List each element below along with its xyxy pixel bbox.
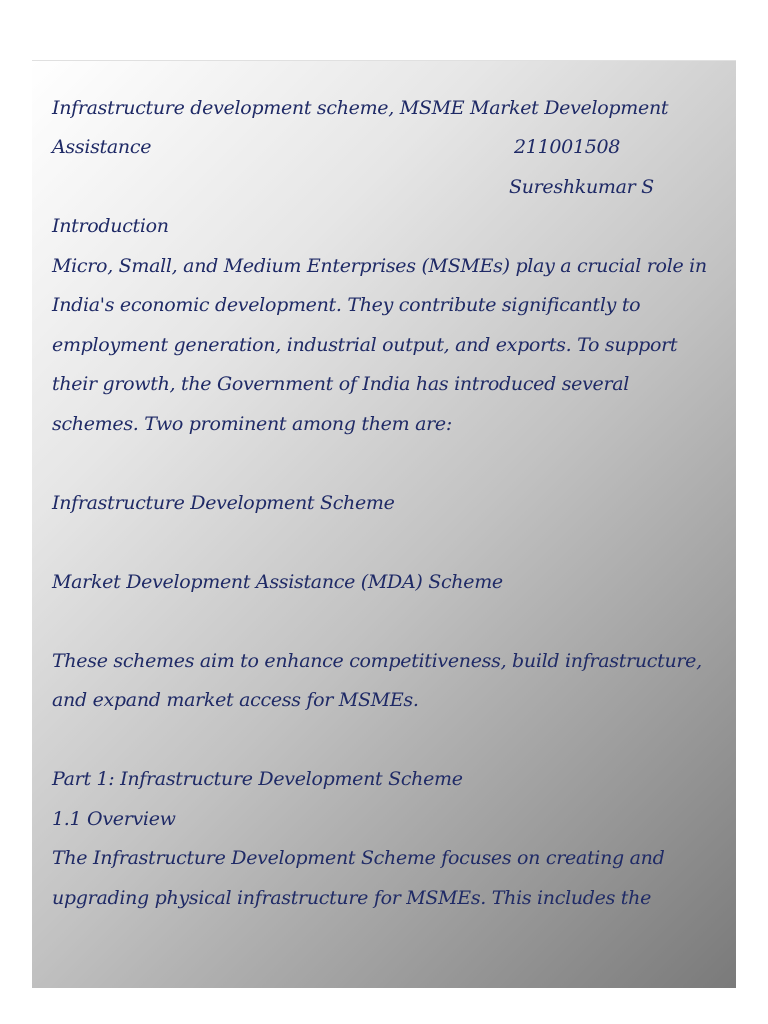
student-id: 211001508: [514, 136, 621, 158]
overview-heading: 1.1 Overview: [52, 808, 176, 830]
intro-line: employment generation, industrial output, and exports. To support: [52, 334, 678, 356]
intro-heading: Introduction: [52, 215, 169, 237]
overview-line: upgrading physical infrastructure for MSMEs. This includes the: [52, 887, 652, 909]
part1-heading: Part 1: Infrastructure Development Scheme: [52, 768, 463, 790]
intro-line: Micro, Small, and Medium Enterprises (MSMEs) play a crucial role in: [52, 255, 707, 277]
title-line-2: Assistance: [52, 136, 152, 158]
scheme-item-mda: Market Development Assistance (MDA) Scheme: [52, 571, 503, 593]
intro-line: India's economic development. They contribute significantly to: [52, 294, 641, 316]
author-name: Sureshkumar S: [509, 176, 654, 198]
aim-line: These schemes aim to enhance competitiveness, build infrastructure,: [52, 650, 702, 672]
intro-line: their growth, the Government of India has introduced several: [52, 373, 630, 395]
intro-line: schemes. Two prominent among them are:: [52, 413, 452, 435]
document-page: [32, 60, 736, 988]
scheme-item-infrastructure: Infrastructure Development Scheme: [52, 492, 395, 514]
title-line-1: Infrastructure development scheme, MSME Market Development: [52, 97, 669, 119]
aim-line: and expand market access for MSMEs.: [52, 689, 419, 711]
overview-line: The Infrastructure Development Scheme focuses on creating and: [52, 847, 665, 869]
